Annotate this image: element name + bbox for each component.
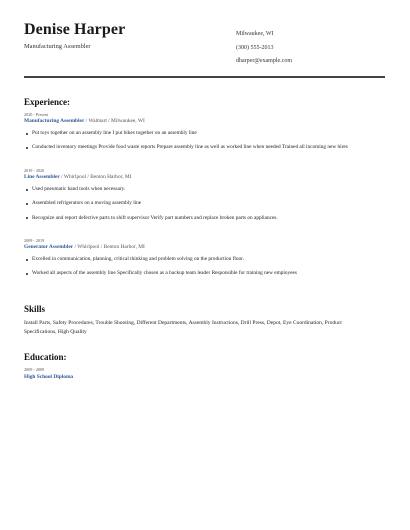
contact-block [236,28,292,69]
education-degree: High School Diploma [24,374,74,380]
job-title: Manufacturing Assembler [24,118,85,124]
job-company-location: / Whirlpool / Benton Harbor, MI [73,244,145,250]
job-bullet: Conducted inventory meetings Provide food waste reports Prepare assembly line as well as worked line when needed Trained all incoming new hires [24,144,386,151]
job-header [24,244,386,251]
job-bullet: Worked all aspects of the assembly line Specifically chosen as a backup team leader Responsible for training new employees [24,270,386,277]
skills-list: Install Parts, Safety Procedures, Trouble Shooting, Different Departments, Assembly Instructions, Drill Press, Depot, Eye Coordination, Product Specifications, High Quality [24,320,342,335]
job-bullet: Assembled refrigerators on a moving assembly line [24,200,386,207]
header-divider [24,76,385,78]
job-entry [24,238,386,285]
job-title: Generator Assembler [24,244,74,250]
contact-city: Milwaukee, WI [236,31,274,37]
contact-email[interactable]: dharper@example.com [236,58,293,64]
job-bullet: Recognize and report defective parts to shift supervisor Verify part numbers and replace broken parts on appliances. [24,215,386,222]
job-header [24,174,386,181]
job-bullets [24,256,386,277]
job-bullet: Excelled in communication, planning, critical thinking and problem solving on the production floor. [24,256,386,263]
job-company-location: / Walmart / Milwaukee, WI [84,118,145,124]
candidate-name: Denise Harper [24,21,126,38]
job-bullet: Used pneumatic hand tools when necessary. [24,186,386,193]
education-heading: Education: [24,352,67,362]
education-dates: 2009 - 2009 [24,367,45,372]
job-bullets [24,130,386,151]
job-bullets [24,186,386,222]
skills-heading: Skills [24,304,46,314]
job-title: Line Assembler [24,174,60,180]
job-entry [24,112,386,159]
job-bullet: Put toys together on an assembly line I put bikes together on an assembly line [24,130,386,137]
contact-phone: (300) 555-2013 [236,44,274,51]
job-dates: 2020 - Present [24,112,49,117]
candidate-title: Manufacturing Assembler [24,43,91,50]
job-header [24,118,386,125]
job-entry [24,168,386,229]
education-entry [24,367,73,381]
job-dates: 2009 - 2019 [24,238,45,243]
job-company-location: / Whirlpool / Benton Harbor, MI [59,174,132,180]
experience-heading: Experience: [24,97,70,107]
job-dates: 2019 - 2020 [24,168,45,173]
